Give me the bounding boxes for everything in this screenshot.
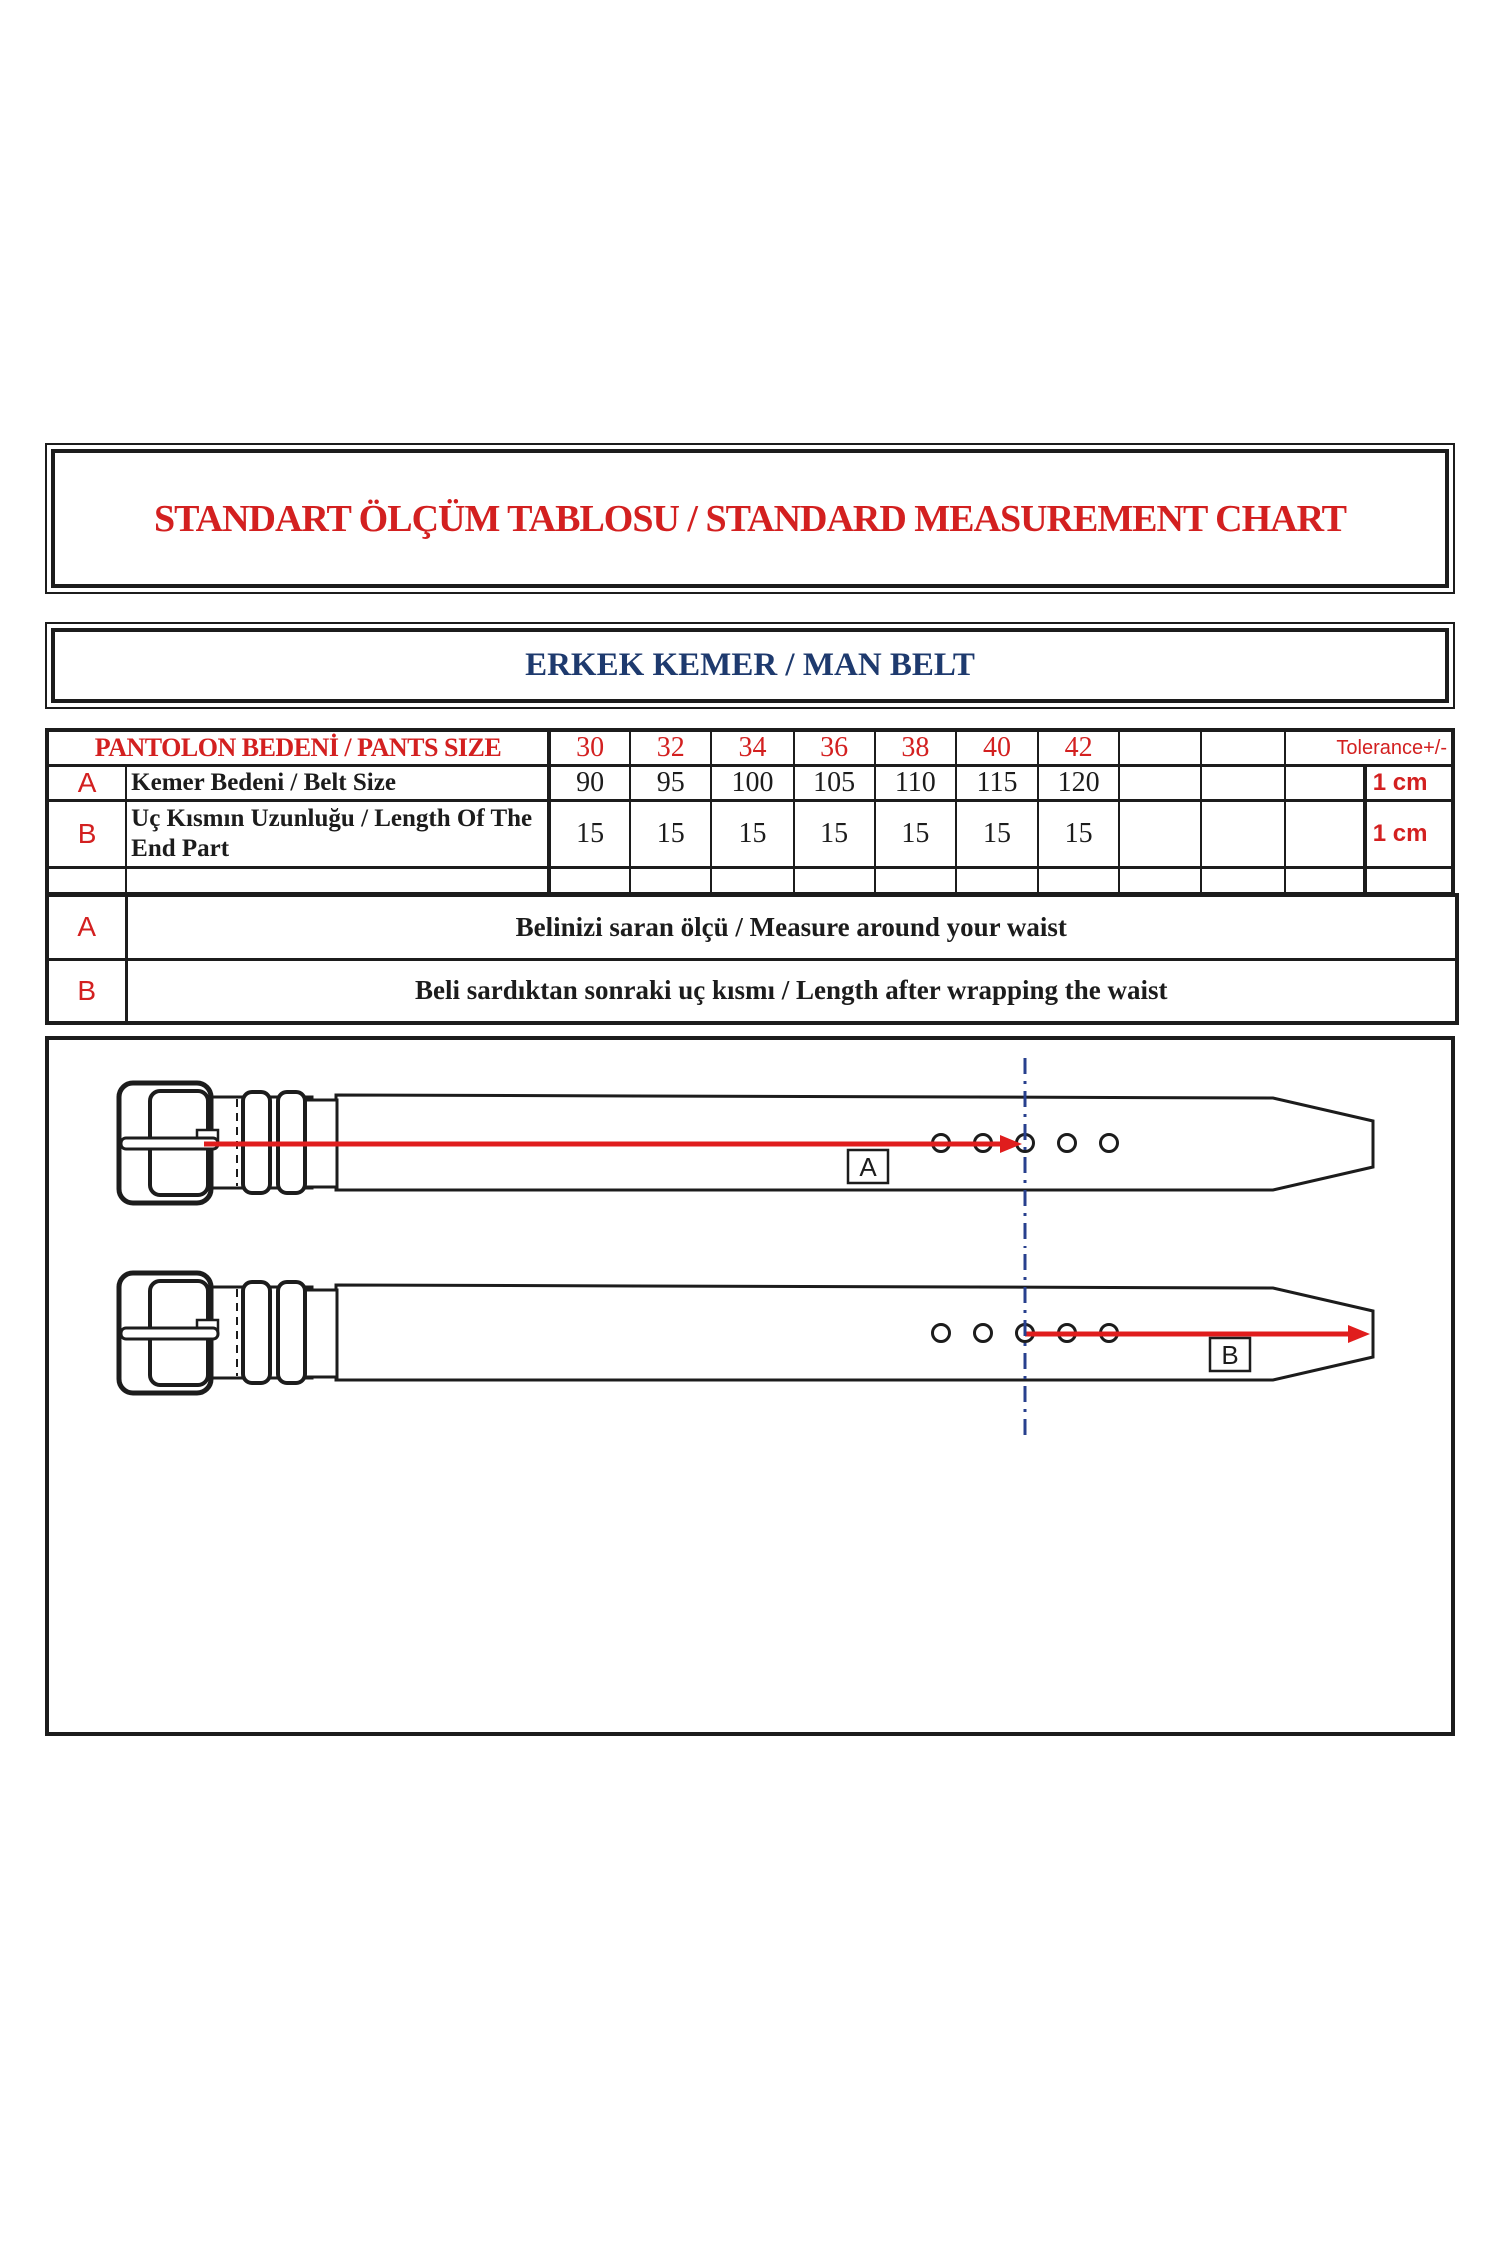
belt-loop (278, 1282, 305, 1383)
value-cell: 15 (630, 801, 711, 868)
legend-text: Beli sardıktan sonraki uç kısmı / Length after wrapping the waist (126, 959, 1457, 1023)
tolerance-header: Tolerance+/- (1285, 730, 1453, 766)
belt-loop (243, 1282, 270, 1383)
value-cell: 15 (1038, 801, 1119, 868)
belt-hole (1101, 1135, 1118, 1152)
value-cell: 100 (711, 766, 793, 801)
value-cell: 95 (630, 766, 711, 801)
legend-letter: B (47, 959, 126, 1023)
value-cell: 15 (875, 801, 956, 868)
belt-drawing-a (119, 1058, 1373, 1248)
value-cell: 15 (956, 801, 1038, 868)
belt-hole (1059, 1135, 1076, 1152)
belt-sewn-end (304, 1290, 337, 1377)
value-cell: 90 (549, 766, 630, 801)
belt-hole (933, 1325, 950, 1342)
tolerance-cell: 1 cm (1365, 766, 1453, 801)
buckle-prong (121, 1138, 218, 1149)
value-cell: 105 (794, 766, 875, 801)
value-cell: 15 (711, 801, 793, 868)
diagram-label-a: A (859, 1152, 877, 1182)
size-col-header: 32 (630, 730, 711, 766)
size-col-header: 38 (875, 730, 956, 766)
row-label: Kemer Bedeni / Belt Size (126, 766, 549, 801)
value-cell: 115 (956, 766, 1038, 801)
row-letter: A (47, 766, 126, 801)
legend-letter: A (47, 895, 126, 959)
diagram-label-b: B (1221, 1340, 1239, 1370)
buckle-prong (121, 1328, 218, 1339)
value-cell: 15 (794, 801, 875, 868)
size-col-header: 34 (711, 730, 793, 766)
page-title: STANDART ÖLÇÜM TABLOSU / STANDARD MEASUREMENT CHART (153, 497, 1347, 540)
value-cell: 120 (1038, 766, 1119, 801)
size-col-header: 36 (794, 730, 875, 766)
product-title: ERKEK KEMER / MAN BELT (525, 647, 975, 683)
belt-hole (975, 1325, 992, 1342)
size-col-header: 30 (549, 730, 630, 766)
row-label: Uç Kısmın Uzunluğu / Length Of The End Part (126, 801, 549, 868)
size-col-header: 40 (956, 730, 1038, 766)
row-letter: B (47, 801, 126, 868)
belt-drawing-b (119, 1254, 1373, 1437)
value-cell: 110 (875, 766, 956, 801)
size-col-header: 42 (1038, 730, 1119, 766)
value-cell: 15 (549, 801, 630, 868)
pants-size-header: PANTOLON BEDENİ / PANTS SIZE (47, 730, 549, 766)
tolerance-cell: 1 cm (1365, 801, 1453, 868)
legend-text: Belinizi saran ölçü / Measure around your waist (126, 895, 1457, 959)
